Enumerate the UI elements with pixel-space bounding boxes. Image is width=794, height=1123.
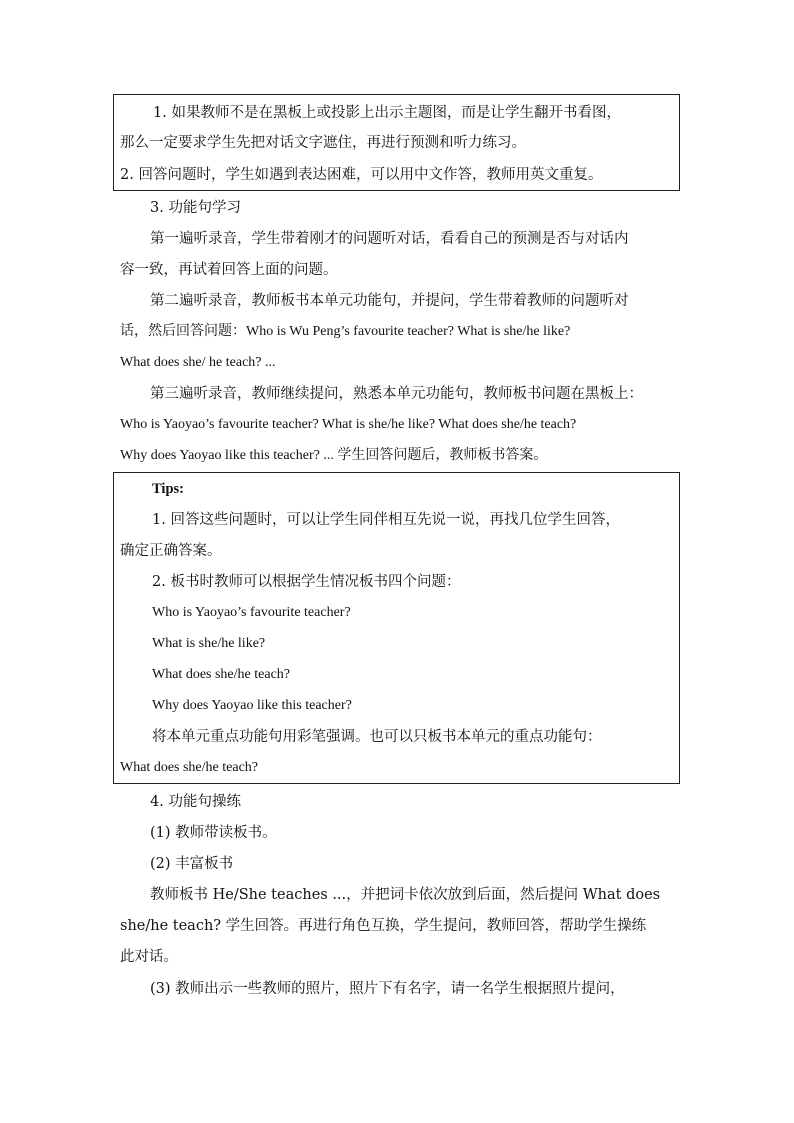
step-line: (2) 丰富板书 xyxy=(150,856,234,872)
tips-box xyxy=(113,472,680,784)
section-heading: 4. 功能句操练 xyxy=(150,794,241,810)
paragraph-line: What does she/ he teach? ... xyxy=(120,355,276,370)
tips-line: What does she/he teach? xyxy=(120,760,258,775)
note-line: 2. 回答问题时，学生如遇到表达困难，可以用中文作答，教师用英文重复。 xyxy=(120,167,603,183)
note-line: 1. 如果教师不是在黑板上或投影上出示主题图，而是让学生翻开书看图， xyxy=(153,105,621,121)
step-line: (1) 教师带读板书。 xyxy=(150,825,277,841)
note-box-1 xyxy=(113,94,680,191)
tips-question: What does she/he teach? xyxy=(152,667,290,682)
paragraph-line: she/he teach? 学生回答。再进行角色互换，学生提问，教师回答，帮助学生操练 xyxy=(120,918,647,934)
paragraph-line: Who is Yaoyao’s favourite teacher? What is she/he like? What does she/he teach? xyxy=(120,417,577,432)
paragraph-line: 第二遍听录音，教师板书本单元功能句，并提问，学生带着教师的问题听对 xyxy=(150,293,629,309)
tips-question: Who is Yaoyao’s favourite teacher? xyxy=(152,605,351,620)
paragraph-line: Why does Yaoyao like this teacher? ... 学生回答问题后，教师板书答案。 xyxy=(120,448,548,463)
paragraph-line: 话，然后回答问题：Who is Wu Peng’s favourite teacher? What is she/he like? xyxy=(120,324,571,339)
tips-title: Tips: xyxy=(152,481,184,497)
step-line: (3) 教师出示一些教师的照片，照片下有名字，请一名学生根据照片提问， xyxy=(150,981,625,997)
paragraph-line: 容一致，再试着回答上面的问题。 xyxy=(120,262,338,278)
tips-question: What is she/he like? xyxy=(152,636,266,651)
tips-line: 确定正确答案。 xyxy=(120,543,222,559)
paragraph-line: 教师板书 He/She teaches ...，并把词卡依次放到后面，然后提问 What does xyxy=(150,887,661,903)
tips-line: 将本单元重点功能句用彩笔强调。也可以只板书本单元的重点功能句： xyxy=(152,729,602,745)
tips-line: 2. 板书时教师可以根据学生情况板书四个问题： xyxy=(152,574,461,590)
note-line: 那么一定要求学生先把对话文字遮住，再进行预测和听力练习。 xyxy=(120,135,526,151)
section-heading: 3. 功能句学习 xyxy=(150,200,241,216)
tips-question: Why does Yaoyao like this teacher? xyxy=(152,698,352,713)
paragraph-line: 第一遍听录音，学生带着刚才的问题听对话，看看自己的预测是否与对话内 xyxy=(150,231,629,247)
tips-line: 1. 回答这些问题时，可以让学生同伴相互先说一说，再找几位学生回答， xyxy=(152,512,620,528)
paragraph-line: 第三遍听录音，教师继续提问，熟悉本单元功能句，教师板书问题在黑板上： xyxy=(150,386,643,402)
paragraph-line: 此对话。 xyxy=(120,949,178,965)
